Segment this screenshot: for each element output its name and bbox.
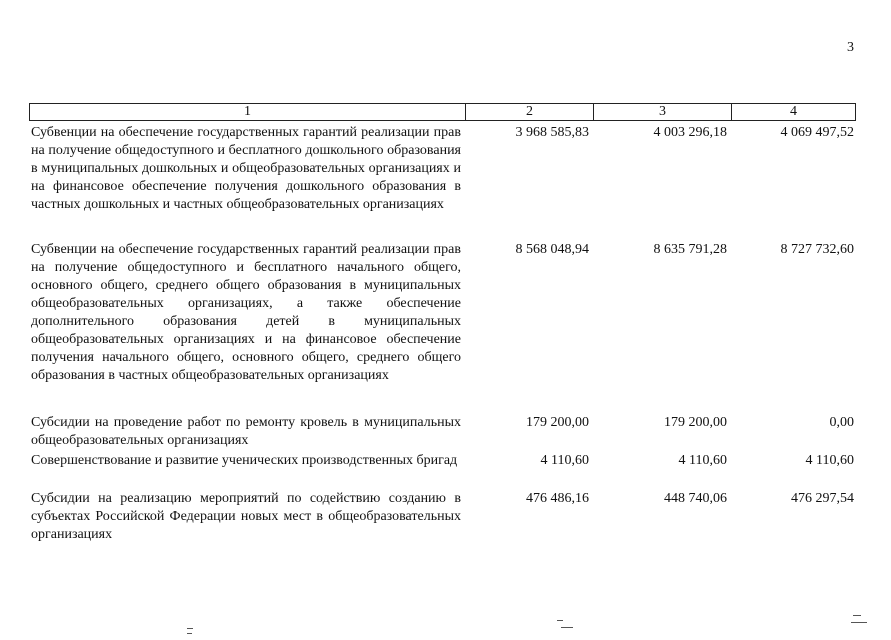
row-value-col4: 0,00: [829, 415, 854, 430]
column-header-4: 4: [731, 104, 855, 120]
scan-mark: [187, 633, 192, 634]
scan-mark: [851, 622, 867, 623]
scan-mark: [561, 627, 573, 628]
table-row: [29, 414, 856, 450]
column-header-3: 3: [593, 104, 731, 120]
row-value-col3: 179 200,00: [664, 415, 727, 430]
row-value-col3: 8 635 791,28: [653, 242, 727, 257]
row-description: Субсидии на проведение работ по ремонту кровель в муниципальных общеобразовательных организациях: [31, 415, 461, 448]
row-value-col3: 448 740,06: [664, 491, 727, 506]
scan-mark: [853, 615, 861, 616]
table-row: [29, 241, 856, 385]
page-number: 3: [847, 40, 854, 55]
row-value-col4: 4 069 497,52: [780, 125, 854, 140]
row-value-col2: 4 110,60: [540, 453, 589, 468]
row-value-col3: 4 110,60: [678, 453, 727, 468]
row-description: Субвенции на обеспечение государственных гарантий реализации прав на получение общедоступного и бесплатного дошкольного образования в муниципальных дошкольных и общеобразовательных организациях и на финансовое обеспечение получения дошкольного образования в частных дошкольных и частных общеобразовательных организациях: [31, 125, 461, 212]
row-value-col4: 8 727 732,60: [780, 242, 854, 257]
budget-table: [29, 103, 856, 542]
row-description: Совершенствование и развитие ученических производственных бригад: [31, 453, 458, 468]
column-header-2: 2: [465, 104, 593, 120]
table-row: [29, 124, 856, 214]
table-header: [29, 103, 856, 121]
row-value-col2: 476 486,16: [526, 491, 589, 506]
scan-mark: [187, 628, 193, 629]
column-header-1: 1: [244, 104, 251, 119]
row-value-col2: 8 568 048,94: [515, 242, 589, 257]
table-row: [29, 490, 856, 544]
row-description: Субсидии на реализацию мероприятий по содействию созданию в субъектах Российской Федерации новых мест в общеобразовательных организациях: [31, 491, 461, 542]
row-value-col2: 179 200,00: [526, 415, 589, 430]
row-value-col4: 476 297,54: [791, 491, 854, 506]
row-value-col2: 3 968 585,83: [515, 125, 589, 140]
row-value-col3: 4 003 296,18: [653, 125, 727, 140]
row-description: Субвенции на обеспечение государственных гарантий реализации прав на получение общедоступного и бесплатного начального общего, основного общего, среднего общего образования в муниципальных общеобразовательных организациях, а также обеспечение дополнительного образования детей в муниципальных общеобразовательных организациях и на финансовое обеспечение получения начального общего, основного общего, среднего общего образования в частных общеобразовательных организациях: [31, 242, 461, 383]
row-value-col4: 4 110,60: [805, 453, 854, 468]
table-row: [29, 452, 856, 470]
scan-mark: [557, 620, 563, 621]
